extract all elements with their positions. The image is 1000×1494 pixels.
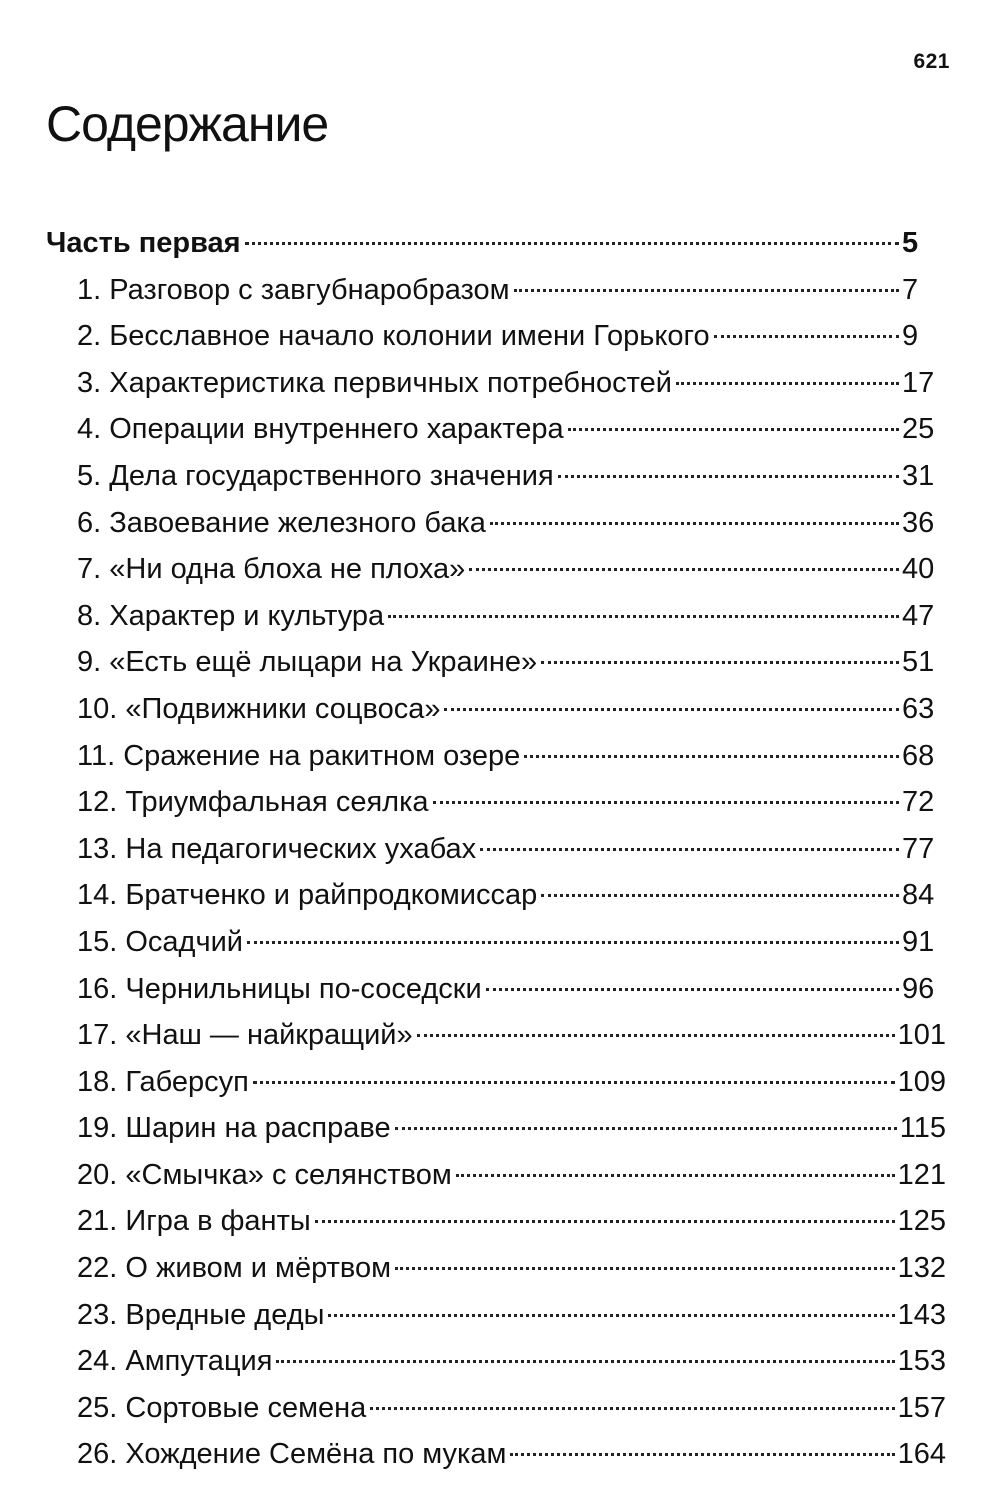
toc-chapter-row[interactable] — [46, 1012, 946, 1059]
dot-leader — [486, 988, 899, 991]
toc-chapter-label: 4. Операции внутреннего характера — [77, 413, 564, 446]
toc-chapter-label: 1. Разговор с завгубнаробразом — [77, 273, 510, 306]
toc-chapter-label: 11. Сражение на ракитном озере — [77, 739, 521, 772]
toc-chapter-row[interactable] — [46, 313, 946, 360]
toc-part-label: Часть первая — [46, 227, 241, 259]
toc-chapter-label: 16. Чернильницы по-соседски — [77, 972, 482, 1005]
toc-chapter-label: 21. Игра в фанты — [77, 1205, 311, 1238]
toc-chapter-page: 157 — [897, 1391, 946, 1424]
toc-chapter-page: 36 — [902, 506, 935, 539]
toc-part-page: 5 — [902, 227, 919, 259]
dot-leader — [245, 242, 899, 245]
dot-leader — [395, 1267, 895, 1270]
toc-chapter-row[interactable] — [46, 872, 946, 919]
toc-part-row[interactable] — [46, 220, 946, 267]
toc-chapter-page: 72 — [902, 786, 935, 819]
toc-chapter-label: 23. Вредные деды — [77, 1298, 325, 1331]
toc-chapter-page: 101 — [897, 1019, 946, 1052]
toc-chapter-label: 17. «Наш — найкращий» — [77, 1019, 413, 1052]
toc-chapter-label: 19. Шарин на расправе — [77, 1112, 391, 1145]
toc-chapter-row[interactable] — [46, 1385, 946, 1432]
toc-chapter-page: 51 — [902, 646, 935, 679]
toc-chapter-label: 8. Характер и культура — [77, 599, 385, 632]
toc-chapter-label: 14. Братченко и райпродкомиссар — [77, 879, 538, 912]
toc-chapter-row[interactable] — [46, 1338, 946, 1385]
toc-chapter-label: 24. Ампутация — [77, 1345, 273, 1378]
toc-chapter-page: 63 — [902, 692, 935, 725]
dot-leader — [714, 335, 899, 338]
toc-chapter-page: 109 — [897, 1065, 946, 1098]
dot-leader — [524, 755, 899, 758]
toc-chapter-label: 22. О живом и мёртвом — [77, 1252, 392, 1285]
page-number: 621 — [913, 50, 950, 73]
toc-chapter-row[interactable] — [46, 267, 946, 314]
dot-leader — [370, 1407, 894, 1410]
dot-leader — [247, 941, 899, 944]
toc-chapter-row[interactable] — [46, 1059, 946, 1106]
table-of-contents — [46, 220, 946, 1478]
toc-chapter-page: 153 — [897, 1345, 946, 1378]
toc-chapter-page: 9 — [902, 320, 919, 353]
toc-chapter-page: 84 — [902, 879, 935, 912]
dot-leader — [328, 1314, 894, 1317]
toc-chapter-label: 7. «Ни одна блоха не плоха» — [77, 553, 466, 586]
dot-leader — [315, 1220, 895, 1223]
toc-chapter-row[interactable] — [46, 1245, 946, 1292]
page-title: Содержание — [46, 96, 329, 152]
toc-chapter-row[interactable] — [46, 919, 946, 966]
dot-leader — [510, 1453, 894, 1456]
toc-chapter-page: 115 — [899, 1112, 946, 1145]
dot-leader — [676, 382, 899, 385]
toc-chapter-row[interactable] — [46, 406, 946, 453]
dot-leader — [541, 661, 899, 664]
toc-chapter-page: 25 — [902, 413, 935, 446]
toc-chapter-label: 6. Завоевание железного бака — [77, 506, 486, 539]
toc-chapter-row[interactable] — [46, 546, 946, 593]
toc-chapter-row[interactable] — [46, 733, 946, 780]
toc-chapter-page: 68 — [902, 739, 935, 772]
toc-chapter-row[interactable] — [46, 639, 946, 686]
toc-chapter-row[interactable] — [46, 966, 946, 1013]
toc-chapter-label: 25. Сортовые семена — [77, 1391, 367, 1424]
toc-chapter-page: 143 — [897, 1298, 946, 1331]
toc-chapter-row[interactable] — [46, 686, 946, 733]
toc-chapter-page: 7 — [902, 273, 919, 306]
dot-leader — [490, 522, 899, 525]
toc-chapter-row[interactable] — [46, 500, 946, 547]
dot-leader — [568, 428, 899, 431]
toc-chapter-row[interactable] — [46, 593, 946, 640]
toc-chapter-page: 31 — [902, 459, 935, 492]
toc-chapter-row[interactable] — [46, 1431, 946, 1478]
dot-leader — [395, 1127, 897, 1130]
toc-chapter-label: 12. Триумфальная сеялка — [77, 786, 429, 819]
toc-chapter-page: 17 — [902, 366, 935, 399]
toc-chapter-label: 3. Характеристика первичных потребностей — [77, 366, 672, 399]
dot-leader — [541, 894, 899, 897]
dot-leader — [388, 615, 899, 618]
toc-chapter-page: 40 — [902, 553, 935, 586]
toc-chapter-label: 5. Дела государственного значения — [77, 459, 554, 492]
dot-leader — [469, 568, 899, 571]
dot-leader — [433, 801, 899, 804]
toc-chapter-label: 13. На педагогических ухабах — [77, 832, 477, 865]
toc-chapter-label: 18. Габерсуп — [77, 1065, 249, 1098]
dot-leader — [276, 1360, 894, 1363]
dot-leader — [444, 708, 899, 711]
toc-chapter-label: 9. «Есть ещё лыцари на Украине» — [77, 646, 538, 679]
toc-chapter-row[interactable] — [46, 1105, 946, 1152]
toc-chapter-label: 26. Хождение Семёна по мукам — [77, 1438, 507, 1471]
toc-chapter-page: 47 — [902, 599, 935, 632]
dot-leader — [480, 848, 899, 851]
toc-chapter-label: 10. «Подвижники соцвоса» — [77, 692, 441, 725]
toc-chapter-page: 164 — [897, 1438, 946, 1471]
toc-chapter-row[interactable] — [46, 1292, 946, 1339]
toc-chapter-page: 125 — [897, 1205, 946, 1238]
toc-chapter-label: 20. «Смычка» с селянством — [77, 1158, 452, 1191]
dot-leader — [456, 1174, 895, 1177]
dot-leader — [417, 1034, 895, 1037]
toc-chapter-page: 91 — [902, 925, 935, 958]
toc-chapter-row[interactable] — [46, 453, 946, 500]
toc-chapter-row[interactable] — [46, 779, 946, 826]
dot-leader — [514, 289, 899, 292]
dot-leader — [253, 1081, 895, 1084]
toc-chapter-page: 132 — [897, 1252, 946, 1285]
toc-chapter-page: 121 — [897, 1158, 946, 1191]
toc-chapter-row[interactable] — [46, 1152, 946, 1199]
toc-chapter-row[interactable] — [46, 1198, 946, 1245]
toc-chapter-page: 96 — [902, 972, 935, 1005]
toc-chapter-page: 77 — [902, 832, 935, 865]
toc-chapter-label: 15. Осадчий — [77, 925, 243, 958]
dot-leader — [558, 475, 899, 478]
toc-chapter-row[interactable] — [46, 826, 946, 873]
toc-chapter-label: 2. Бесславное начало колонии имени Горького — [77, 320, 710, 353]
toc-chapter-row[interactable] — [46, 360, 946, 407]
